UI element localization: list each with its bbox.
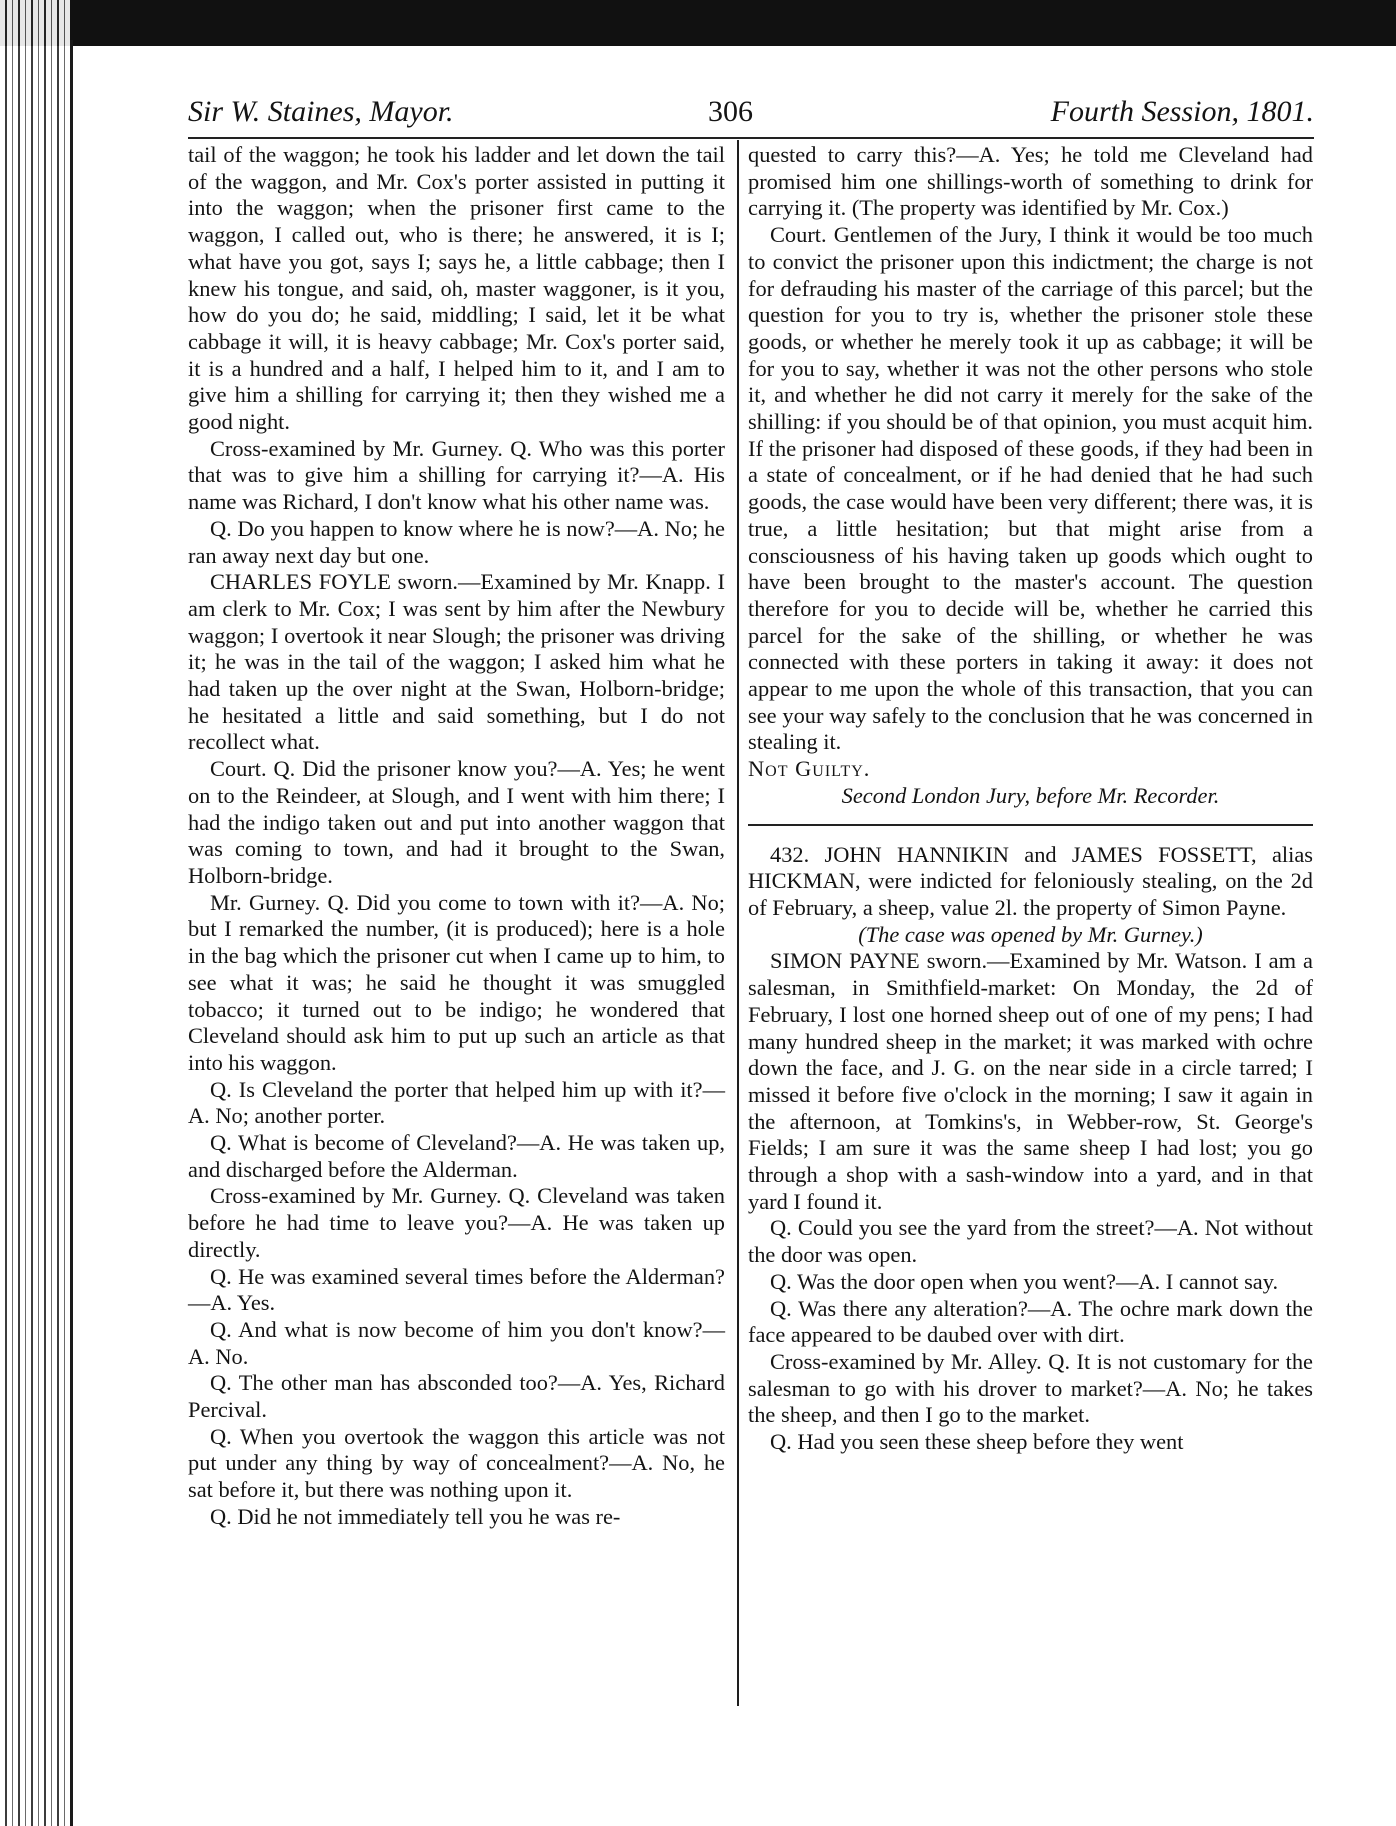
paragraph: Q. Had you seen these sheep before they went xyxy=(770,1429,1184,1455)
page-number: 306 xyxy=(708,95,753,128)
case-opened-note: (The case was opened by Mr. Gurney.) xyxy=(858,921,1203,947)
paragraph: Cross-examined by Mr. Gurney. Q. Who was this porter that was to give him a shilling for carrying it?—A. His name was Richard, I don't know what his other name was. xyxy=(188,435,725,515)
scan-top-border xyxy=(0,0,1396,46)
paragraph: Q. And what is now become of him you don't know?—A. No. xyxy=(188,1316,725,1369)
verdict: Not Guilty. xyxy=(748,756,871,782)
paragraph: Q. What is become of Cleveland?—A. He was taken up, and discharged before the Alderman. xyxy=(188,1130,725,1182)
paragraph: Court. Q. Did the prisoner know you?—A. Yes; he went on to the Reindeer, at Slough, and I went with him there; I had the indigo taken out and put into another waggon that was coming to town, and had it brought to the Swan, Holborn-bridge. xyxy=(188,756,725,888)
paragraph: Q. Do you happen to know where he is now?—A. No; he ran away next day but one. xyxy=(188,515,725,568)
running-header xyxy=(188,95,1314,135)
paragraph: Q. Was the door open when you went?—A. I cannot say. xyxy=(770,1268,1279,1294)
paragraph: Q. The other man has absconded too?—A. Yes, Richard Percival. xyxy=(188,1370,725,1423)
paragraph: Cross-examined by Mr. Gurney. Q. Cleveland was taken before he had time to leave you?—A. He was taken up directly. xyxy=(188,1183,725,1262)
case-separator-rule xyxy=(748,824,1313,826)
jury-note: Second London Jury, before Mr. Recorder. xyxy=(841,782,1220,808)
header-mayor: Sir W. Staines, Mayor. xyxy=(188,95,454,128)
paragraph: SIMON PAYNE sworn.—Examined by Mr. Watson. I am a salesman, in Smithfield-market: On Monday, the 2d of February, I lost one horned sheep out of one of my pens; I had many hundred sheep in the market; it was marked with ochre down the face, and J. G. on the near side in a circle tarred; I missed it before five o'clock in the morning; I saw it again in the afternoon, at Tomkins's, in Webber-row, St. George's Fields; I am sure it was the same sheep I had lost; you go through a shop with a sash-window into a yard, and in that yard I found it. xyxy=(748,948,1313,1214)
paragraph: quested to carry this?—A. Yes; he told me Cleveland had promised him one shillings-worth of something to drink for carrying it. (The property was identified by Mr. Cox.) xyxy=(748,142,1313,221)
paragraph: Q. Is Cleveland the porter that helped him up with it?—A. No; another porter. xyxy=(188,1076,725,1129)
header-rule xyxy=(188,137,1314,139)
paragraph: Q. Could you see the yard from the street?—A. Not without the door was open. xyxy=(748,1215,1313,1268)
paragraph: Q. Was there any alteration?—A. The ochre mark down the face appeared to be daubed over with dirt. xyxy=(748,1295,1313,1348)
paragraph: Q. He was examined several times before the Alderman?—A. Yes. xyxy=(188,1263,725,1316)
right-column xyxy=(748,142,1313,1456)
paragraph: Q. Did he not immediately tell you he was re- xyxy=(210,1503,621,1529)
book-binding-edge xyxy=(0,0,70,1826)
paragraph: Mr. Gurney. Q. Did you come to town with it?—A. No; but I remarked the number, (it is produced); here is a hole in the bag which the prisoner cut when I came up to him, to see what it was; he said he thought it was smuggled tobacco; it turned out to be indigo; he wondered that Cleveland should ask him to put up such an article as that into his waggon. xyxy=(188,889,725,1075)
column-divider xyxy=(737,140,739,1706)
header-session: Fourth Session, 1801. xyxy=(1050,95,1314,128)
paragraph: Q. When you overtook the waggon this article was not put under any thing by way of concealment?—A. No, he sat before it, but there was nothing upon it. xyxy=(188,1423,725,1503)
left-column xyxy=(188,142,725,1531)
paragraph: Cross-examined by Mr. Alley. Q. It is not customary for the salesman to go with his drover to market?—A. No; he takes the sheep, and then I go to the market. xyxy=(748,1348,1313,1428)
paragraph: tail of the waggon; he took his ladder and let down the tail of the waggon, and Mr. Cox's porter assisted in putting it into the waggon; when the prisoner first came to the waggon, I called out, who is there; he answered, it is I; what have you got, says I; says he, a little cabbage; then I knew his tongue, and said, oh, master waggoner, is it you, how do you do; he said, middling; I said, let it be what cabbage it will, it is heavy cabbage; Mr. Cox's porter said, it is a hundred and a half, I helped him to it, and I am to give him a shilling for carrying it; then they wished me a good night. xyxy=(188,142,725,435)
paragraph: CHARLES FOYLE sworn.—Examined by Mr. Knapp. I am clerk to Mr. Cox; I was sent by him after the Newbury waggon; I overtook it near Slough; the prisoner was driving it; he was in the tail of the waggon; I asked him what he had taken up the over night at the Swan, Holborn-bridge; he hesitated a little and said something, but I do not recollect what. xyxy=(188,569,725,755)
page-gutter-line xyxy=(70,40,73,1826)
case-heading-paragraph: 432. JOHN HANNIKIN and JAMES FOSSETT, alias HICKMAN, were indicted for feloniously stealing, on the 2d of February, a sheep, value 2l. the property of Simon Payne. xyxy=(748,841,1313,920)
paragraph: Court. Gentlemen of the Jury, I think it would be too much to convict the prisoner upon this indictment; the charge is not for defrauding his master of the carriage of this parcel; but the question for you to try is, whether the prisoner stole these goods, or whether he merely took it up as cabbage; it will be for you to say, whether it was not the other persons who stole it, and whether he did not carry it merely for the sake of the shilling: if you should be of that opinion, you must acquit him. If the prisoner had disposed of these goods, if they had been in a state of concealment, or if he had denied that he had such goods, the case would have been very different; there was, it is true, a little hesitation; but that might arise from a consciousness of his having taken up goods which ought to have been brought to the master's account. The question therefore for you to decide will be, whether he carried this parcel for the sake of the shilling, or whether he was connected with these porters in taking it away: it does not appear to me upon the whole of this transaction, that you can see your way safely to the conclusion that he was concerned in stealing it. xyxy=(748,222,1313,755)
